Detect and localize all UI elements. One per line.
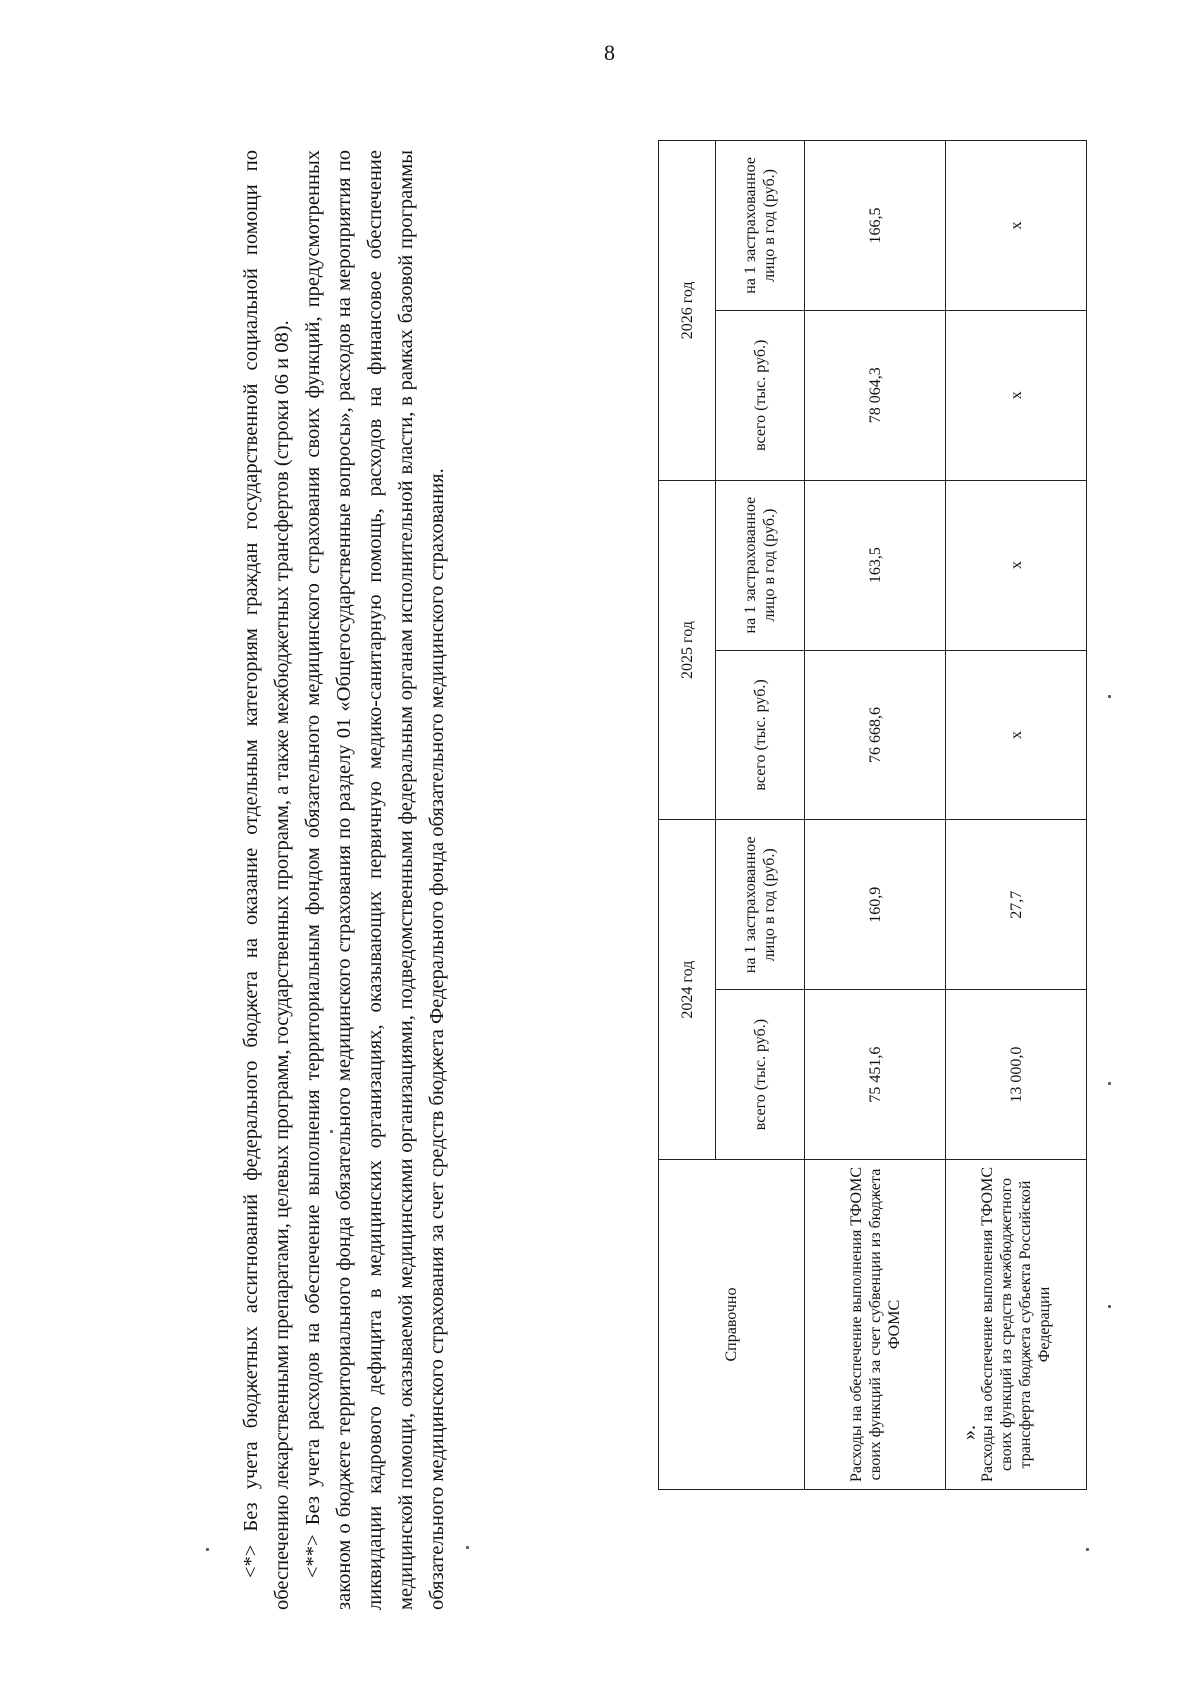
- scan-speck: [206, 1548, 209, 1551]
- table-cell: 163,5: [805, 480, 946, 650]
- table-cell: x: [946, 650, 1087, 820]
- reference-table: [658, 140, 1087, 1490]
- table-row: [805, 141, 946, 1490]
- scan-speck: [466, 1546, 469, 1549]
- table-cell: 27,7: [946, 820, 1087, 990]
- sub-header-total-2025: всего (тыс. руб.): [716, 650, 805, 820]
- table-row: [946, 141, 1087, 1490]
- scan-speck: [330, 1130, 333, 1133]
- table-cell: 75 451,6: [805, 990, 946, 1160]
- footnote-single-star: <*> Без учета бюджетных ассигнований федерального бюджета на оказание отдельным категориям граждан государственной социальной помощи по обеспечению лекарственными препаратами, целевых программ, государственных программ, а также межбюджетных трансфертов (строки 06 и 08).: [240, 150, 293, 1610]
- table-cell: 76 668,6: [805, 650, 946, 820]
- table-cell: x: [946, 310, 1087, 480]
- table-cell: 160,9: [805, 820, 946, 990]
- sub-header-per-person-2025: на 1 застрахованное лицо в год (руб.): [716, 480, 805, 650]
- sub-header-per-person-2024: на 1 застрахованное лицо в год (руб.): [716, 820, 805, 990]
- scan-speck: [1108, 1305, 1111, 1308]
- table-cell: 13 000,0: [946, 990, 1087, 1160]
- scan-speck: [1108, 1082, 1111, 1085]
- row-label: Расходы на обеспечение выполнения ТФОМС своих функций за счет субвенции из бюджета ФОМС: [805, 1160, 946, 1490]
- row-label: Расходы на обеспечение выполнения ТФОМС своих функций из средств межбюджетного трансферта бюджета субъекта Российской Федерации: [946, 1160, 1087, 1490]
- sub-header-per-person-2026: на 1 застрахованное лицо в год (руб.): [716, 141, 805, 311]
- closing-quote-mark: ».: [958, 1425, 980, 1440]
- table-label-header: Справочно: [659, 1160, 805, 1490]
- year-header-2024: 2024 год: [659, 820, 716, 1160]
- reference-table-wrapper: [658, 140, 1087, 1490]
- year-header-2025: 2025 год: [659, 480, 716, 820]
- scan-speck: [1108, 695, 1111, 698]
- sub-header-total-2026: всего (тыс. руб.): [716, 310, 805, 480]
- table-cell: x: [946, 141, 1087, 311]
- footnotes: [236, 150, 453, 1610]
- sub-header-total-2024: всего (тыс. руб.): [716, 990, 805, 1160]
- table-cell: x: [946, 480, 1087, 650]
- scan-speck: [1086, 1548, 1089, 1551]
- rotated-page-content: [220, 120, 1053, 1640]
- year-header-2026: 2026 год: [659, 141, 716, 481]
- page-number: 8: [604, 40, 615, 65]
- table-cell: 166,5: [805, 141, 946, 311]
- footnote-double-star: <**> Без учета расходов на обеспечение выполнения территориальным фондом обязательного медицинского страхования своих функций, предусмотренных законом о бюджете территориального фонда обязательного медицинского страхования по разделу 01 «Общегосударственные вопросы», расходов на мероприятия по ликвидации кадрового дефицита в медицинских организациях, оказывающих первичную медико-санитарную помощь, расходов на финансовое обеспечение медицинской помощи, оказываемой медицинскими организациями, подведомственными федеральным органам исполнительной власти, в рамках базовой программы обязательного медицинского страхования за счет средств бюджета Федерального фонда обязательного медицинского страхования.: [302, 150, 448, 1610]
- table-cell: 78 064,3: [805, 310, 946, 480]
